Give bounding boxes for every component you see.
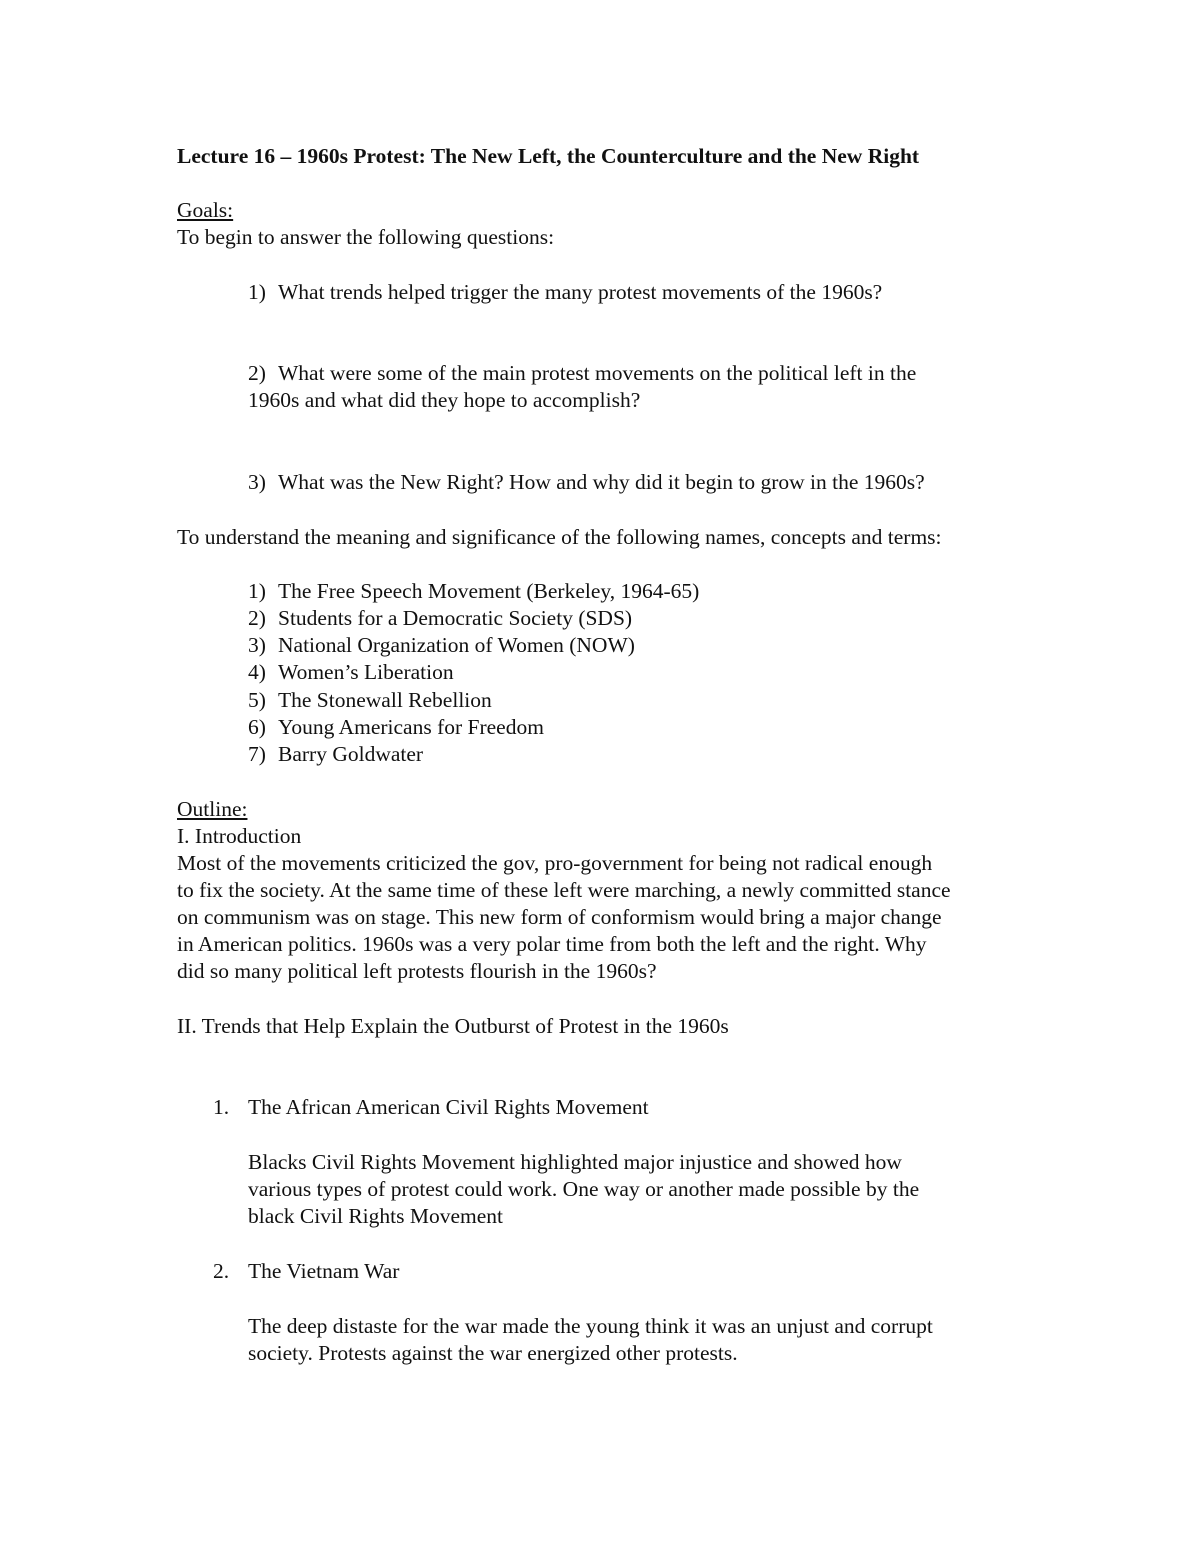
question-number: 1)	[248, 280, 266, 304]
section-heading: II. Trends that Help Explain the Outburst of Protest in the 1960s	[177, 1014, 729, 1038]
outline-heading: Outline:	[177, 797, 248, 821]
introduction-heading: I. Introduction	[177, 824, 302, 848]
trend-line: various types of protest could work. One way or another made possible by the	[248, 1177, 920, 1201]
introduction-line: did so many political left protests flourish in the 1960s?	[177, 959, 657, 983]
trend-line: Blacks Civil Rights Movement highlighted major injustice and showed how	[248, 1150, 902, 1174]
term-item: Students for a Democratic Society (SDS)	[278, 606, 633, 630]
goals-heading: Goals:	[177, 198, 234, 222]
term-item: Women’s Liberation	[278, 660, 454, 684]
term-number: 5)	[248, 688, 266, 712]
trend-number: 2.	[213, 1259, 230, 1283]
question-text: What trends helped trigger the many protest movements of the 1960s?	[278, 280, 883, 304]
term-number: 3)	[248, 633, 266, 657]
question-text-line2: 1960s and what did they hope to accomplish?	[248, 388, 641, 412]
term-item: Barry Goldwater	[278, 742, 424, 766]
trend-line: The deep distaste for the war made the young think it was an unjust and corrupt	[248, 1314, 933, 1338]
term-number: 1)	[248, 579, 266, 603]
trend-number: 1.	[213, 1095, 230, 1119]
term-item: National Organization of Women (NOW)	[278, 633, 635, 657]
term-number: 6)	[248, 715, 266, 739]
introduction-line: Most of the movements criticized the gov, pro-government for being not radical enough	[177, 851, 933, 875]
terms-intro: To understand the meaning and significance of the following names, concepts and terms:	[177, 525, 942, 549]
question-number: 3)	[248, 470, 266, 494]
term-number: 4)	[248, 660, 266, 684]
page-title: Lecture 16 – 1960s Protest: The New Left, the Counterculture and the New Right	[177, 144, 920, 168]
trend-line: black Civil Rights Movement	[248, 1204, 503, 1228]
trend-title: The African American Civil Rights Movement	[248, 1095, 649, 1119]
introduction-line: in American politics. 1960s was a very polar time from both the left and the right. Why	[177, 932, 927, 956]
trend-line: society. Protests against the war energized other protests.	[248, 1341, 738, 1365]
question-number: 2)	[248, 361, 266, 385]
term-item: The Free Speech Movement (Berkeley, 1964-65)	[278, 579, 700, 603]
term-item: The Stonewall Rebellion	[278, 688, 492, 712]
term-number: 7)	[248, 742, 266, 766]
goals-intro: To begin to answer the following questions:	[177, 225, 555, 249]
term-number: 2)	[248, 606, 266, 630]
term-item: Young Americans for Freedom	[278, 715, 544, 739]
introduction-line: to fix the society. At the same time of these left were marching, a newly committed stance	[177, 878, 951, 902]
trend-title: The Vietnam War	[248, 1259, 400, 1283]
introduction-line: on communism was on stage. This new form of conformism would bring a major change	[177, 905, 942, 929]
question-text: What was the New Right? How and why did it begin to grow in the 1960s?	[278, 470, 925, 494]
question-text-line1: What were some of the main protest movements on the political left in the	[278, 361, 917, 385]
